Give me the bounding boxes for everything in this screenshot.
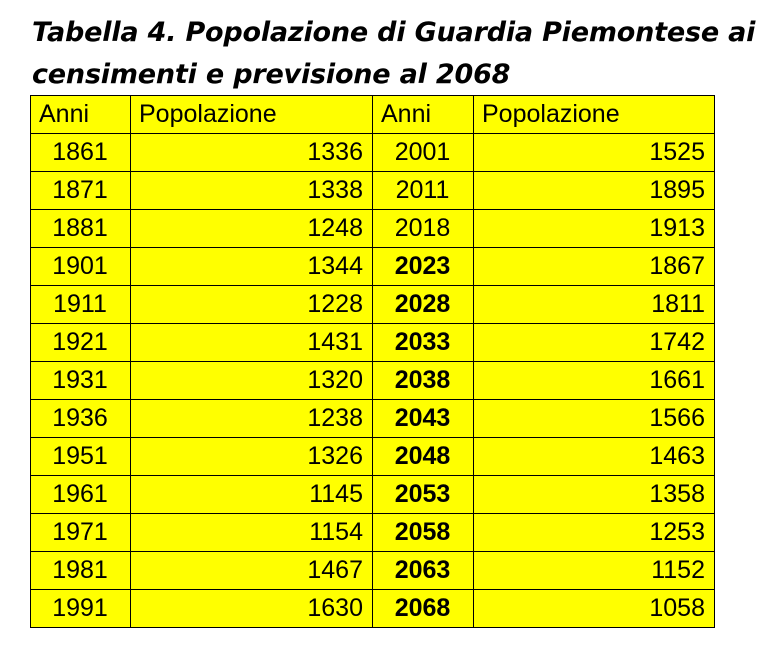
census-year-cell: 1981 [31, 552, 131, 590]
table-row [31, 248, 715, 286]
population-cell: 1336 [131, 134, 373, 172]
census-year-cell: 1911 [31, 286, 131, 324]
population-cell: 1742 [474, 324, 715, 362]
population-cell: 1344 [131, 248, 373, 286]
table-row [31, 400, 715, 438]
table-row [31, 514, 715, 552]
table-row [31, 590, 715, 628]
table-row [31, 324, 715, 362]
population-cell: 1867 [474, 248, 715, 286]
population-cell: 1326 [131, 438, 373, 476]
census-year-cell: 1871 [31, 172, 131, 210]
census-year-cell: 1921 [31, 324, 131, 362]
header-years-1: Anni [31, 96, 131, 134]
header-population-1: Popolazione [131, 96, 373, 134]
forecast-year-cell: 2043 [373, 400, 474, 438]
header-population-2: Popolazione [474, 96, 715, 134]
table-body [31, 134, 715, 628]
population-cell: 1228 [131, 286, 373, 324]
population-cell: 1811 [474, 286, 715, 324]
population-cell: 1253 [474, 514, 715, 552]
forecast-year-cell: 2053 [373, 476, 474, 514]
population-cell: 1238 [131, 400, 373, 438]
population-cell: 1154 [131, 514, 373, 552]
table-row [31, 362, 715, 400]
population-cell: 1913 [474, 210, 715, 248]
population-cell: 1566 [474, 400, 715, 438]
table-row [31, 438, 715, 476]
census-year-cell: 2001 [373, 134, 474, 172]
header-row [31, 96, 715, 134]
forecast-year-cell: 2048 [373, 438, 474, 476]
population-cell: 1463 [474, 438, 715, 476]
forecast-year-cell: 2023 [373, 248, 474, 286]
table-row [31, 134, 715, 172]
census-year-cell: 2011 [373, 172, 474, 210]
census-year-cell: 1951 [31, 438, 131, 476]
table-row [31, 210, 715, 248]
caption-line-1: Tabella 4. Popolazione di Guardia Piemontese ai [32, 17, 756, 48]
header-years-2: Anni [373, 96, 474, 134]
census-year-cell: 1936 [31, 400, 131, 438]
census-year-cell: 1971 [31, 514, 131, 552]
table-row [31, 172, 715, 210]
table-caption [32, 12, 772, 96]
forecast-year-cell: 2028 [373, 286, 474, 324]
population-cell: 1058 [474, 590, 715, 628]
population-cell: 1895 [474, 172, 715, 210]
population-table [30, 95, 715, 628]
forecast-year-cell: 2063 [373, 552, 474, 590]
population-cell: 1320 [131, 362, 373, 400]
population-cell: 1630 [131, 590, 373, 628]
population-cell: 1145 [131, 476, 373, 514]
forecast-year-cell: 2068 [373, 590, 474, 628]
table-row [31, 286, 715, 324]
caption-line-2: censimenti e previsione al 2068 [32, 59, 511, 90]
population-cell: 1431 [131, 324, 373, 362]
forecast-year-cell: 2058 [373, 514, 474, 552]
census-year-cell: 1901 [31, 248, 131, 286]
population-cell: 1358 [474, 476, 715, 514]
population-cell: 1525 [474, 134, 715, 172]
population-cell: 1467 [131, 552, 373, 590]
population-cell: 1661 [474, 362, 715, 400]
census-year-cell: 1961 [31, 476, 131, 514]
table-row [31, 552, 715, 590]
population-cell: 1152 [474, 552, 715, 590]
forecast-year-cell: 2038 [373, 362, 474, 400]
table-row [31, 476, 715, 514]
census-year-cell: 2018 [373, 210, 474, 248]
population-cell: 1248 [131, 210, 373, 248]
census-year-cell: 1991 [31, 590, 131, 628]
census-year-cell: 1861 [31, 134, 131, 172]
forecast-year-cell: 2033 [373, 324, 474, 362]
census-year-cell: 1881 [31, 210, 131, 248]
census-year-cell: 1931 [31, 362, 131, 400]
population-cell: 1338 [131, 172, 373, 210]
